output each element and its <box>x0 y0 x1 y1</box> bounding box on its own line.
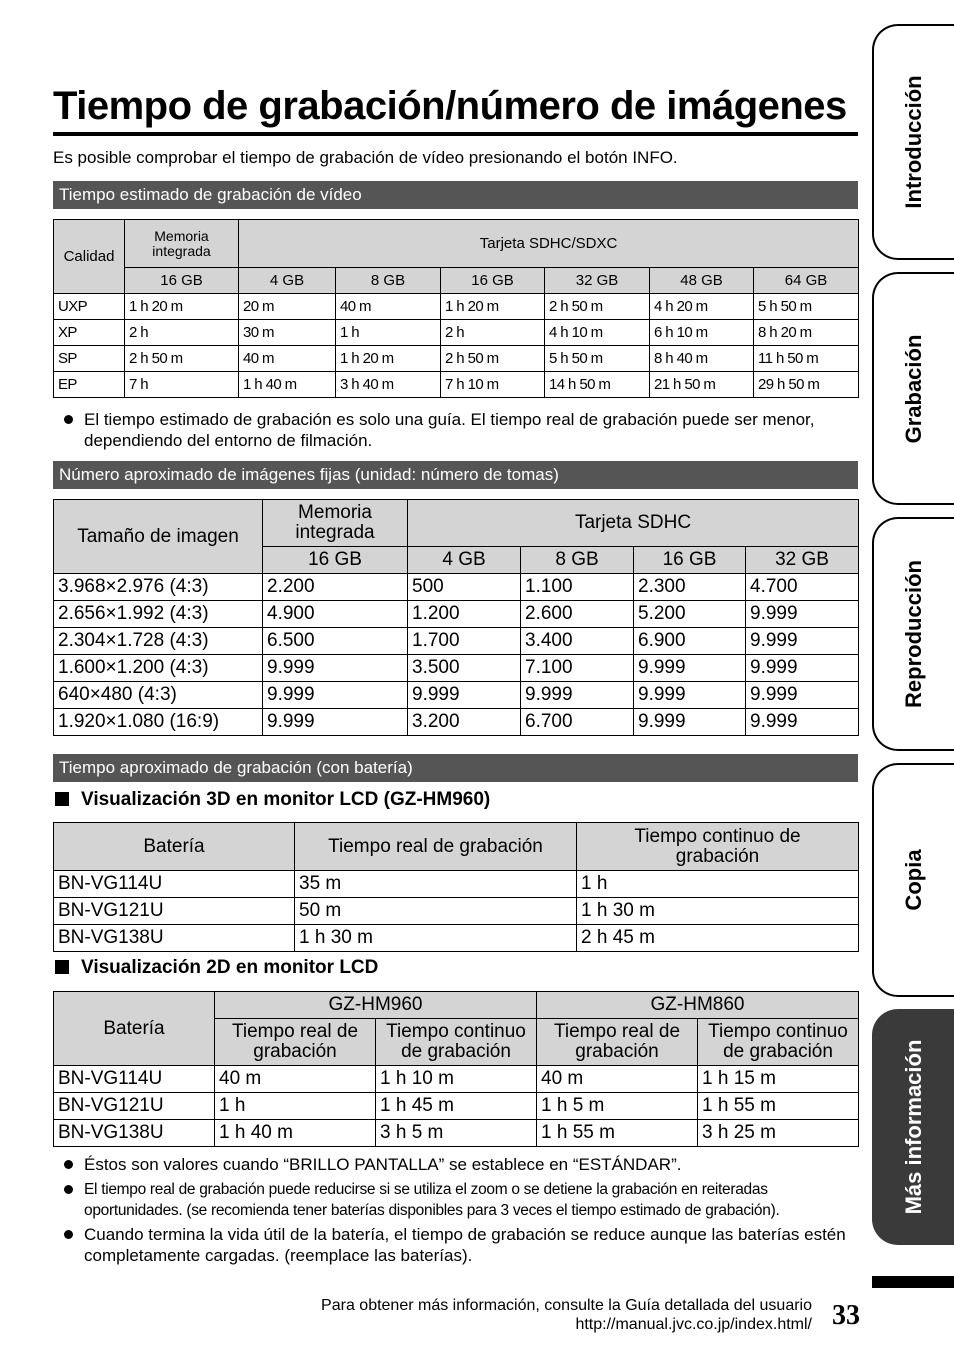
table-row <box>54 372 859 398</box>
header-size: 32 GB <box>746 547 859 574</box>
page-title: Tiempo de grabación/número de imágenes <box>53 84 847 128</box>
table-row <box>54 320 859 346</box>
table-cell: 1.200 <box>408 601 521 628</box>
table-cell: 1 h 10 m <box>376 1066 537 1093</box>
table-cell: BN-VG114U <box>54 871 295 898</box>
tab-mas-informacion[interactable] <box>872 1009 954 1245</box>
header-size: 48 GB <box>650 268 754 294</box>
table-cell: 11 h 50 m <box>754 346 859 372</box>
table-cell: 4.900 <box>263 601 408 628</box>
table-cell: 1.600×1.200 (4:3) <box>54 655 263 682</box>
note-bullet <box>64 409 859 451</box>
table-cell: 1 h 55 m <box>698 1093 859 1120</box>
header-size: 64 GB <box>754 268 859 294</box>
table-cell: 8 h 20 m <box>754 320 859 346</box>
table-cell: 30 m <box>239 320 336 346</box>
table-cell: 9.999 <box>263 709 408 736</box>
footer-url[interactable]: http://manual.jvc.co.jp/index.html/ <box>575 1316 812 1333</box>
table-cell: 2 h 50 m <box>441 346 545 372</box>
header-size: 4 GB <box>408 547 521 574</box>
table-cell: 1 h 30 m <box>577 898 859 925</box>
table-cell: 1.920×1.080 (16:9) <box>54 709 263 736</box>
table-cell: 9.999 <box>746 628 859 655</box>
table-cell: 1.700 <box>408 628 521 655</box>
table-cell: 4 h 10 m <box>545 320 650 346</box>
table-cell: 9.999 <box>408 682 521 709</box>
tab-label: Reproducción <box>901 560 926 708</box>
table-cell: 500 <box>408 574 521 601</box>
table-cell: 2.300 <box>634 574 746 601</box>
table-row <box>54 1066 859 1093</box>
title-rule <box>53 132 858 136</box>
table-cell: 3.400 <box>521 628 634 655</box>
table-cell: 6 h 10 m <box>650 320 754 346</box>
section-band-battery: Tiempo aproximado de grabación (con batería) <box>53 754 858 782</box>
square-bullet-icon <box>55 960 69 974</box>
header-size: 16 GB <box>125 268 239 294</box>
header-size: 8 GB <box>336 268 441 294</box>
table-cell: 2 h 50 m <box>545 294 650 320</box>
note-text: Éstos son valores cuando “BRILLO PANTALLA” se establece en “ESTÁNDAR”. <box>84 1155 682 1174</box>
header-size: 8 GB <box>521 547 634 574</box>
bullet-dot <box>64 1160 73 1169</box>
table-cell: 2 h <box>125 320 239 346</box>
tab-label: Introducción <box>901 75 926 209</box>
page-number: 33 <box>832 1300 860 1331</box>
table-cell: 7 h <box>125 372 239 398</box>
note-bullet <box>64 1154 859 1175</box>
table-cell: 2 h 50 m <box>125 346 239 372</box>
table-cell: 2.304×1.728 (4:3) <box>54 628 263 655</box>
table-cell: 3 h 25 m <box>698 1120 859 1147</box>
header-size: 16 GB <box>263 547 408 574</box>
table-row <box>54 574 859 601</box>
bullet-dot <box>64 1230 73 1239</box>
header-quality: Calidad <box>54 220 125 294</box>
side-bar-bottom <box>872 1276 954 1288</box>
table-cell: 7.100 <box>521 655 634 682</box>
header-size: 4 GB <box>239 268 336 294</box>
table-cell: 40 m <box>239 346 336 372</box>
table-cell: 3 h 40 m <box>336 372 441 398</box>
table-cell: SP <box>54 346 125 372</box>
table-cell: 2.200 <box>263 574 408 601</box>
table-row <box>54 682 859 709</box>
table-cell: 5.200 <box>634 601 746 628</box>
table-row <box>54 294 859 320</box>
table-cell: 1 h 20 m <box>336 346 441 372</box>
header-battery: Batería <box>54 823 295 871</box>
table-cell: 40 m <box>215 1066 376 1093</box>
table-cell: 2 h 45 m <box>577 925 859 952</box>
table-cell: 9.999 <box>746 709 859 736</box>
table-cell: 1 h 5 m <box>537 1093 698 1120</box>
header-battery: Batería <box>54 992 215 1066</box>
table-cell: BN-VG114U <box>54 1066 215 1093</box>
table-cell: 4.700 <box>746 574 859 601</box>
table-row <box>54 871 859 898</box>
table-cell: 5 h 50 m <box>754 294 859 320</box>
table-cell: 1 h <box>336 320 441 346</box>
header-size: 16 GB <box>634 547 746 574</box>
header-continuous-time: Tiempo continuo de grabación <box>577 823 859 871</box>
table-cell: 9.999 <box>521 682 634 709</box>
subheading-3d-text: Visualización 3D en monitor LCD (GZ-HM960) <box>81 789 491 810</box>
table-cell: 1 h <box>577 871 859 898</box>
image-count-table <box>53 499 859 736</box>
header-real-time: Tiempo real de grabación <box>215 1019 376 1066</box>
table-cell: 9.999 <box>634 682 746 709</box>
table-cell: 1 h 40 m <box>239 372 336 398</box>
header-model-hm960: GZ-HM960 <box>215 992 537 1019</box>
header-size: 16 GB <box>441 268 545 294</box>
table-cell: 9.999 <box>746 682 859 709</box>
table-cell: UXP <box>54 294 125 320</box>
tab-copia[interactable] <box>872 763 954 997</box>
video-time-table <box>53 219 859 398</box>
table-cell: BN-VG138U <box>54 1120 215 1147</box>
table-cell: 9.999 <box>263 655 408 682</box>
note-bullet <box>64 1224 859 1266</box>
header-internal: Memoria integrada <box>125 220 239 268</box>
table-row <box>54 709 859 736</box>
table-cell: 1 h 15 m <box>698 1066 859 1093</box>
table-cell: 9.999 <box>634 709 746 736</box>
table-cell: 14 h 50 m <box>545 372 650 398</box>
header-size: 32 GB <box>545 268 650 294</box>
battery-2d-table <box>53 991 859 1147</box>
table-cell: 50 m <box>295 898 577 925</box>
table-cell: 6.900 <box>634 628 746 655</box>
table-cell: 1 h 40 m <box>215 1120 376 1147</box>
table-row <box>54 346 859 372</box>
table-cell: 1 h 30 m <box>295 925 577 952</box>
bullet-dot <box>64 1185 73 1194</box>
table-cell: 6.700 <box>521 709 634 736</box>
table-cell: 2.600 <box>521 601 634 628</box>
table-row <box>54 898 859 925</box>
footer-text <box>150 1296 812 1334</box>
table-row <box>54 628 859 655</box>
table-cell: 35 m <box>295 871 577 898</box>
table-cell: 1.100 <box>521 574 634 601</box>
tab-introduccion[interactable] <box>872 24 954 260</box>
section-band-images: Número aproximado de imágenes fijas (unidad: número de tomas) <box>53 461 858 489</box>
table-cell: 1 h <box>215 1093 376 1120</box>
table-cell: 9.999 <box>746 601 859 628</box>
table-row <box>54 655 859 682</box>
table-cell: 6.500 <box>263 628 408 655</box>
table-cell: 9.999 <box>634 655 746 682</box>
table-cell: 8 h 40 m <box>650 346 754 372</box>
header-continuous-time: Tiempo continuo de grabación <box>376 1019 537 1066</box>
table-cell: 20 m <box>239 294 336 320</box>
table-cell: 3.968×2.976 (4:3) <box>54 574 263 601</box>
table-cell: 9.999 <box>263 682 408 709</box>
tab-label: Más información <box>901 1039 926 1215</box>
table-cell: 21 h 50 m <box>650 372 754 398</box>
table-cell: 640×480 (4:3) <box>54 682 263 709</box>
table-cell: 9.999 <box>746 655 859 682</box>
note-text: Cuando termina la vida útil de la batería, el tiempo de grabación se reduce aunque las baterías estén completamente cargadas. (reemplace las baterías). <box>84 1225 846 1265</box>
tab-label: Grabación <box>901 334 926 443</box>
footer-line-1: Para obtener más información, consulte la Guía detallada del usuario <box>321 1297 812 1314</box>
header-internal: Memoria integrada <box>263 500 408 547</box>
table-cell: EP <box>54 372 125 398</box>
table-cell: 40 m <box>537 1066 698 1093</box>
subheading-3d <box>55 789 490 811</box>
table-row <box>54 925 859 952</box>
table-cell: 1 h 20 m <box>125 294 239 320</box>
header-image-size: Tamaño de imagen <box>54 500 263 574</box>
table-cell: 1 h 55 m <box>537 1120 698 1147</box>
note-text: El tiempo real de grabación puede reducirse si se utiliza el zoom o se detiene la grabación en reiteradas oportunidades. (se recomienda tener baterías disponibles para 3 veces el tiempo estimado de grabación). <box>84 1181 780 1219</box>
note-text: El tiempo estimado de grabación es solo una guía. El tiempo real de grabación puede ser menor, dependiendo del entorno de filmación. <box>84 410 815 450</box>
table-row <box>54 601 859 628</box>
battery-3d-table <box>53 822 859 952</box>
table-cell: XP <box>54 320 125 346</box>
intro-text: Es posible comprobar el tiempo de grabación de vídeo presionando el botón INFO. <box>53 148 678 167</box>
table-cell: 3.200 <box>408 709 521 736</box>
square-bullet-icon <box>55 792 69 806</box>
table-cell: 7 h 10 m <box>441 372 545 398</box>
table-cell: BN-VG138U <box>54 925 295 952</box>
table-cell: 4 h 20 m <box>650 294 754 320</box>
table-cell: 1 h 45 m <box>376 1093 537 1120</box>
table-cell: 3.500 <box>408 655 521 682</box>
header-card: Tarjeta SDHC <box>408 500 859 547</box>
table-cell: 3 h 5 m <box>376 1120 537 1147</box>
bullet-dot <box>64 415 73 424</box>
tab-label: Copia <box>901 849 926 911</box>
header-real-time: Tiempo real de grabación <box>295 823 577 871</box>
header-card: Tarjeta SDHC/SDXC <box>239 220 859 268</box>
table-cell: 5 h 50 m <box>545 346 650 372</box>
header-model-hm860: GZ-HM860 <box>537 992 859 1019</box>
table-cell: 29 h 50 m <box>754 372 859 398</box>
header-continuous-time: Tiempo continuo de grabación <box>698 1019 859 1066</box>
table-cell: 40 m <box>336 294 441 320</box>
section-band-video: Tiempo estimado de grabación de vídeo <box>53 181 858 209</box>
table-row <box>54 1120 859 1147</box>
subheading-2d <box>55 957 378 979</box>
header-real-time: Tiempo real de grabación <box>537 1019 698 1066</box>
table-cell: 2 h <box>441 320 545 346</box>
table-row <box>54 1093 859 1120</box>
table-cell: BN-VG121U <box>54 898 295 925</box>
tab-grabacion[interactable] <box>872 272 954 505</box>
subheading-2d-text: Visualización 2D en monitor LCD <box>81 957 379 978</box>
tab-reproduccion[interactable] <box>872 517 954 751</box>
table-cell: 2.656×1.992 (4:3) <box>54 601 263 628</box>
table-cell: 1 h 20 m <box>441 294 545 320</box>
table-cell: BN-VG121U <box>54 1093 215 1120</box>
note-bullet <box>64 1179 859 1221</box>
